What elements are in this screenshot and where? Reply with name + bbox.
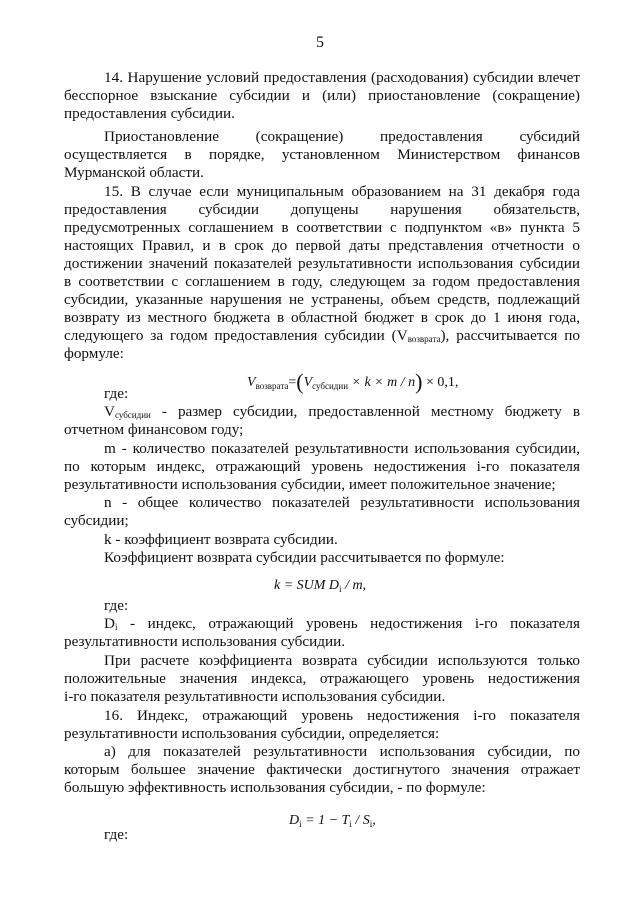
text-line-subscript: i (114, 622, 118, 632)
text-line (64, 309, 580, 327)
text-line-content: 15. В случае если муниципальным образованием на 31 декабря года (104, 183, 580, 200)
text-line (104, 597, 580, 615)
text-line (104, 128, 580, 146)
text-line (64, 105, 580, 123)
text-line-subscript: возврата (407, 334, 441, 344)
text-line-content: в соответствии с соглашением в году, следующем за годом предоставления (64, 273, 580, 290)
formula-lhs-sub: возврата (255, 381, 289, 391)
text-line-content: D (104, 615, 115, 632)
formula-index (289, 813, 376, 829)
text-line-content: где: (104, 385, 129, 402)
text-line-content: возврату из местного бюджета в областной бюджет в срок до 1 июня года, (64, 309, 580, 326)
text-line (64, 421, 580, 439)
formula-sub3: i (369, 819, 373, 829)
text-line (64, 458, 580, 476)
text-line (64, 87, 580, 105)
text-line-content: по которым индекс, отражающий уровень недостижения i-го показателя (64, 458, 580, 475)
text-line (64, 164, 580, 182)
text-line (64, 146, 580, 164)
formula-refund-coefficient (274, 578, 366, 594)
text-line-content: n - общее количество показателей результативности использования (104, 494, 580, 511)
text-line-content: Мурманской области. (64, 164, 204, 181)
formula-refund-volume (247, 369, 458, 395)
formula-body: × k × m / n (348, 375, 416, 390)
text-line (64, 201, 580, 219)
text-line (104, 549, 580, 567)
formula-tail: , (372, 813, 376, 828)
text-line-content: настоящих Правил, и в срок до первой даты представления отчетности о (64, 237, 580, 254)
text-line-content: а) для показателей результативности использования субсидии, по (104, 743, 580, 760)
formula-tail: × 0,1, (422, 375, 459, 390)
text-line (104, 707, 580, 725)
text-line-content: осуществляется в порядке, установленном Министерством финансов (64, 146, 580, 163)
text-line-content: формуле: (64, 345, 124, 362)
formula-sub2: i (349, 819, 352, 829)
text-line-continuation: - индекс, отражающий уровень недостижения i-го показателя (117, 615, 580, 632)
text-line (64, 237, 580, 255)
text-line-content: результативности использования субсидии, имеет положительное значение; (64, 476, 556, 493)
formula-lhs: V (247, 375, 256, 390)
text-line-content: k - коэффициент возврата субсидии. (104, 531, 338, 548)
formula-eq: = (288, 375, 297, 390)
text-line (104, 494, 580, 512)
formula-close-paren: ) (415, 369, 423, 394)
text-line-content: результативности использования субсидии, определяется: (64, 725, 440, 742)
text-line (64, 633, 580, 651)
text-line-content: i-го показателя результативности использования субсидии. (64, 688, 446, 705)
text-line (104, 183, 580, 201)
formula-text: k = SUM D (274, 578, 340, 593)
text-line-content: большую эффективность использования субсидии, - по формуле: (64, 779, 486, 796)
text-line-content: достижении значений показателей результативности использования субсидии (64, 255, 580, 272)
text-line-content: При расчете коэффициента возврата субсидии используются только (104, 652, 580, 669)
formula-v-sub: субсидии (312, 381, 349, 391)
formula-tail: / m, (341, 578, 367, 593)
text-line (104, 743, 580, 761)
text-line-content: субсидии; (64, 512, 129, 529)
formula-mid: = 1 − T (301, 813, 350, 828)
text-line-continuation: - размер субсидии, предоставленной местному бюджету в (150, 403, 580, 420)
formula-text: D (289, 813, 300, 828)
text-line-content: положительные значения индекса, отражающего уровень недостижения (64, 670, 580, 687)
text-line-content: отчетном финансовом году; (64, 421, 244, 438)
text-line-content: где: (104, 826, 129, 843)
text-line (64, 725, 580, 743)
text-line-content: предоставления субсидии. (64, 105, 235, 122)
text-line-content: результативности использования субсидии. (64, 633, 346, 650)
text-line (64, 779, 580, 797)
text-line-content: 16. Индекс, отражающий уровень недостижения i-го показателя (104, 707, 580, 724)
text-line (104, 531, 580, 549)
text-line-content: которым большее значение фактически достигнутого значения отражает (64, 761, 580, 778)
formula-v: V (303, 375, 313, 390)
text-line (64, 345, 580, 363)
text-line (64, 255, 580, 273)
text-line-content: субсидии, указанные нарушения не устранены, объем средств, подлежащий (64, 291, 580, 308)
text-line (64, 512, 580, 530)
text-line-content: V (104, 403, 115, 420)
text-line-continuation: ), рассчитывается по (440, 327, 580, 344)
text-line (64, 670, 580, 688)
text-line-content: предусмотренных соглашением в соответствии с подпунктом «в» пункта 5 (64, 219, 580, 236)
formula-sub: i (299, 819, 302, 829)
page-number: 5 (316, 34, 324, 51)
text-line (104, 69, 580, 87)
formula-sub: i (339, 584, 342, 594)
text-line (64, 291, 580, 309)
text-line-content: 14. Нарушение условий предоставления (расходования) субсидии влечет (104, 69, 580, 86)
formula-mid2: / S (351, 813, 370, 828)
text-line-content: бесспорное взыскание субсидии и (или) приостановление (сокращение) (64, 87, 580, 104)
text-line-content: предоставления субсидии допущены нарушения обязательств, (64, 201, 580, 218)
text-line (64, 273, 580, 291)
text-line-subscript: субсидии (114, 410, 151, 420)
text-line (64, 761, 580, 779)
text-line-content: m - количество показателей результативности использования субсидии, (104, 440, 580, 457)
text-line-content: где: (104, 597, 129, 614)
text-line-content: Коэффициент возврата субсидии рассчитывается по формуле: (104, 549, 505, 566)
text-line (104, 440, 580, 458)
text-line (64, 476, 580, 494)
text-line-content: Приостановление (сокращение) предоставления субсидий (104, 128, 580, 145)
text-line-content: следующего за годом предоставления субсидии (V (64, 327, 408, 344)
text-line (104, 652, 580, 670)
text-line (64, 688, 580, 706)
text-line (64, 219, 580, 237)
formula-open-paren: ( (296, 369, 304, 394)
